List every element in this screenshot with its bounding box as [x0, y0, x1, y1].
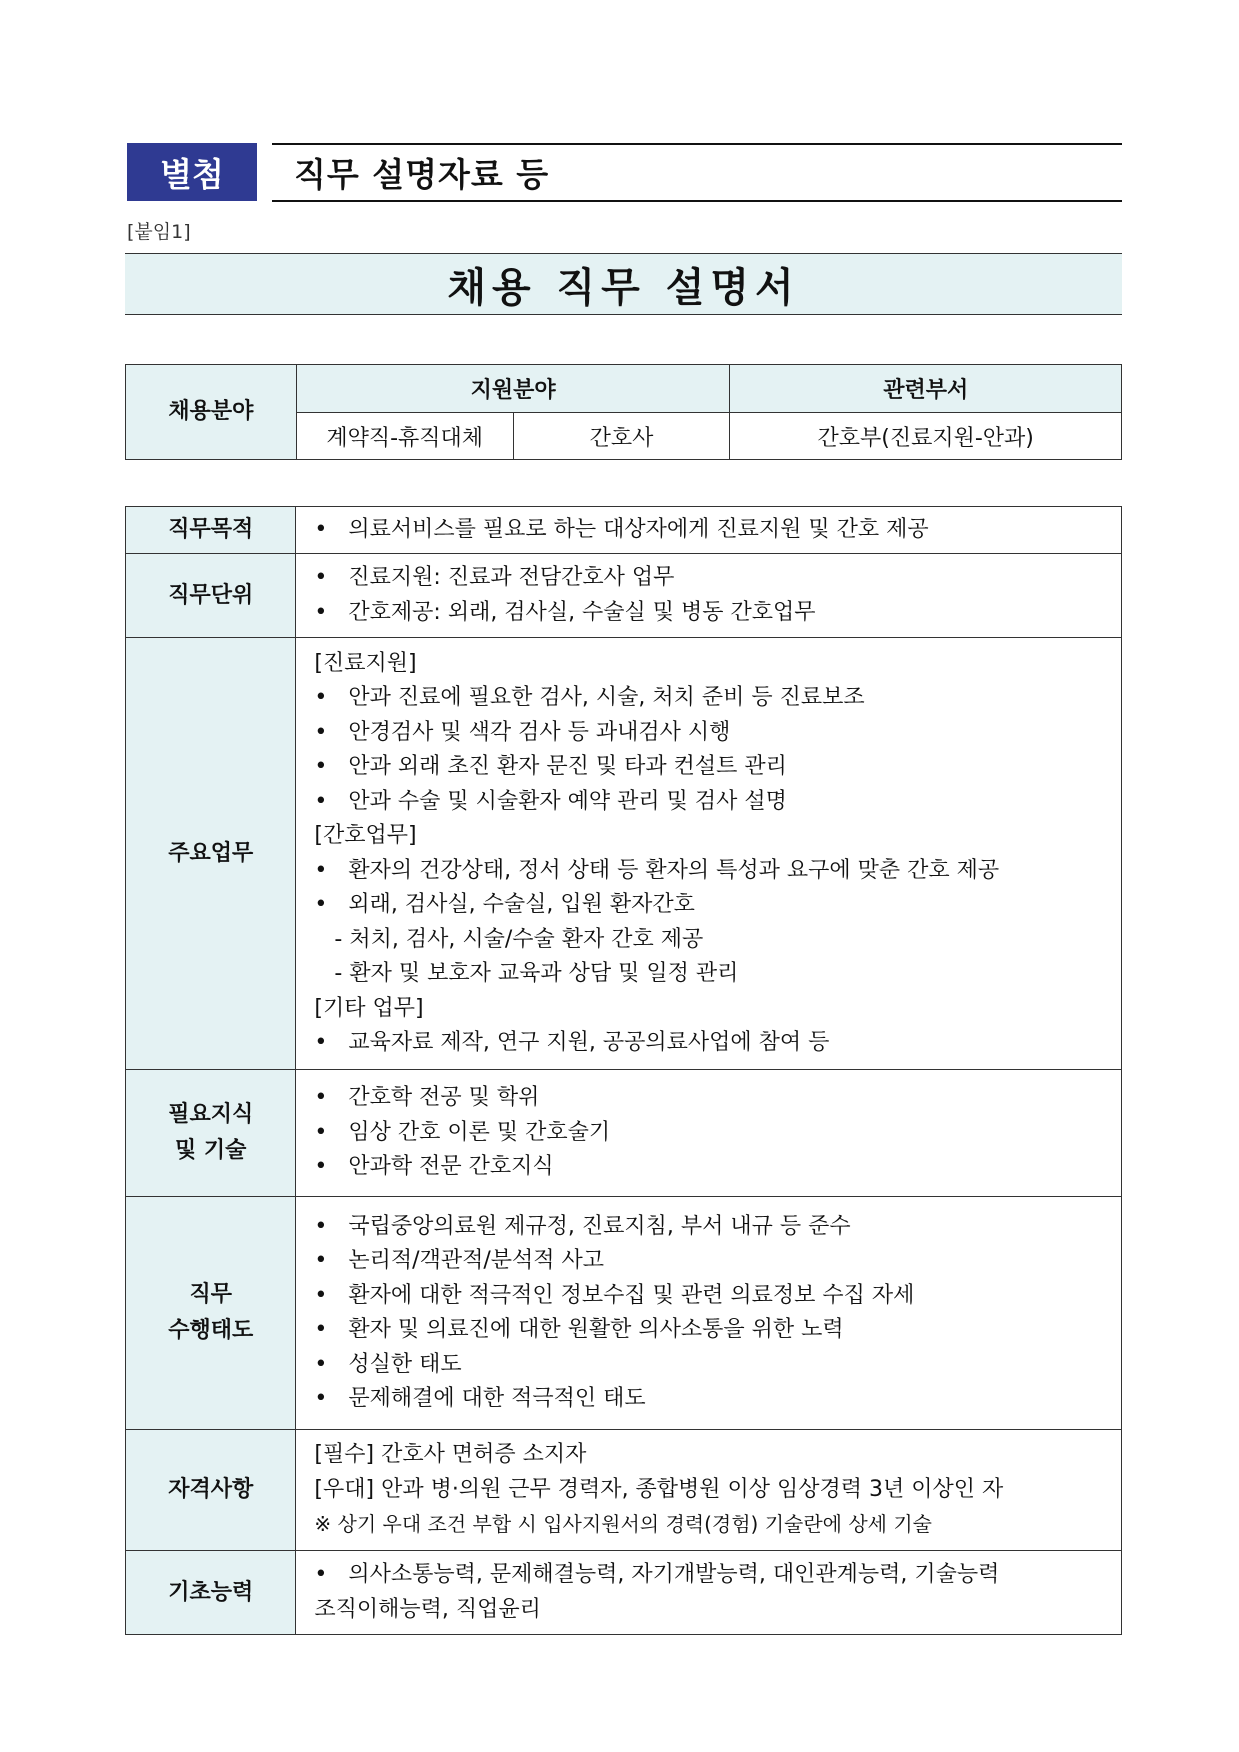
list-item: • 안과학 전문 간호지식 [314, 1154, 554, 1180]
department-header: 관련부서 [730, 365, 1122, 413]
header-title: 직무 설명자료 등 [294, 155, 550, 194]
attitude-content [296, 1197, 1122, 1430]
employment-type: 계약직-휴직대체 [296, 413, 513, 460]
knowledge-content [296, 1070, 1122, 1197]
purpose-content [296, 507, 1122, 554]
attachment-header [127, 143, 1122, 201]
recruitment-label: 채용분야 [126, 365, 297, 460]
preferred-qualification: [우대] 안과 병·의원 근무 경력자, 종합병원 이상 임상경력 3년 이상인 자 [314, 1476, 1004, 1502]
main-tasks-label: 주요업무 [126, 638, 296, 1070]
list-item: • 외래, 검사실, 수술실, 입원 환자간호 [314, 892, 695, 917]
list-item: • 간호학 전공 및 학위 [314, 1085, 540, 1111]
list-item: • 성실한 태도 [314, 1351, 462, 1377]
section-title: [간호업무] [314, 823, 417, 848]
list-item-continued: 조직이해능력, 직업윤리 [314, 1596, 541, 1622]
main-tasks-content [296, 638, 1122, 1070]
list-item: • 간호제공: 외래, 검사실, 수술실 및 병동 간호업무 [314, 599, 816, 625]
row-knowledge [126, 1070, 1122, 1197]
position: 간호사 [513, 413, 730, 460]
header-title-box [272, 143, 1122, 202]
section-title: [기타 업무] [314, 995, 424, 1021]
row-main-tasks [126, 638, 1122, 1070]
row-attitude [126, 1197, 1122, 1430]
required-qualification: [필수] 간호사 면허증 소지자 [314, 1442, 587, 1468]
sub-list-item: - 처치, 검사, 시술/수술 환자 간호 제공 [334, 926, 704, 952]
list-item: • 안과 진료에 필요한 검사, 시술, 처치 준비 등 진료보조 [314, 685, 865, 710]
knowledge-label: 필요지식 및 기술 [126, 1070, 296, 1197]
list-item: • 환자 및 의료진에 대한 원활한 의사소통을 위한 노력 [314, 1317, 844, 1342]
list-item: • 논리적/객관적/분석적 사고 [314, 1248, 604, 1273]
list-item: • 교육자료 제작, 연구 지원, 공공의료사업에 참여 등 [314, 1030, 830, 1055]
basic-ability-label: 기초능력 [126, 1551, 296, 1635]
qualification-content [296, 1430, 1122, 1551]
list-item: • 의사소통능력, 문제해결능력, 자기개발능력, 대인관계능력, 기술능력 [314, 1562, 1000, 1587]
list-item: • 임상 간호 이론 및 간호술기 [314, 1119, 611, 1145]
recruitment-table [125, 364, 1122, 460]
row-basic-ability [126, 1551, 1122, 1635]
document-title-box [125, 253, 1122, 315]
list-item: • 진료지원: 진료과 전담간호사 업무 [314, 565, 675, 590]
qualification-label: 자격사항 [126, 1430, 296, 1551]
basic-ability-content [296, 1551, 1122, 1635]
section-title: [진료지원] [314, 650, 417, 676]
attachment-badge: 별첨 [127, 143, 257, 201]
document-title: 채용 직무 설명서 [447, 264, 800, 311]
list-item: • 환자에 대한 적극적인 정보수집 및 관련 의료정보 수집 자세 [314, 1282, 915, 1308]
row-qualification [126, 1430, 1122, 1551]
list-item: • 안과 외래 초진 환자 문진 및 타과 컨설트 관리 [314, 754, 787, 779]
department: 간호부(진료지원-안과) [730, 413, 1122, 460]
duty-description-table [125, 506, 1122, 1635]
row-unit [126, 554, 1122, 638]
list-item: • 환자의 건강상태, 정서 상태 등 환자의 특성과 요구에 맞춘 간호 제공 [314, 857, 1000, 883]
attachment-label: [붙임1] [127, 221, 191, 243]
sub-list-item: - 환자 및 보호자 교육과 상담 및 일정 관리 [334, 961, 739, 986]
unit-label: 직무단위 [126, 554, 296, 638]
list-item: • 안과 수술 및 시술환자 예약 관리 및 검사 설명 [314, 788, 787, 814]
purpose-label: 직무목적 [126, 507, 296, 554]
row-purpose [126, 507, 1122, 554]
qualification-note: ※ 상기 우대 조건 부합 시 입사지원서의 경력(경험) 기술란에 상세 기술 [314, 1512, 932, 1537]
unit-content [296, 554, 1122, 638]
list-item: • 의료서비스를 필요로 하는 대상자에게 진료지원 및 간호 제공 [314, 516, 929, 542]
field-header: 지원분야 [296, 365, 730, 413]
list-item: • 국립중앙의료원 제규정, 진료지침, 부서 내규 등 준수 [314, 1213, 851, 1239]
attitude-label: 직무 수행태도 [126, 1197, 296, 1430]
list-item: • 안경검사 및 색각 검사 등 과내검사 시행 [314, 719, 731, 745]
list-item: • 문제해결에 대한 적극적인 태도 [314, 1386, 646, 1411]
